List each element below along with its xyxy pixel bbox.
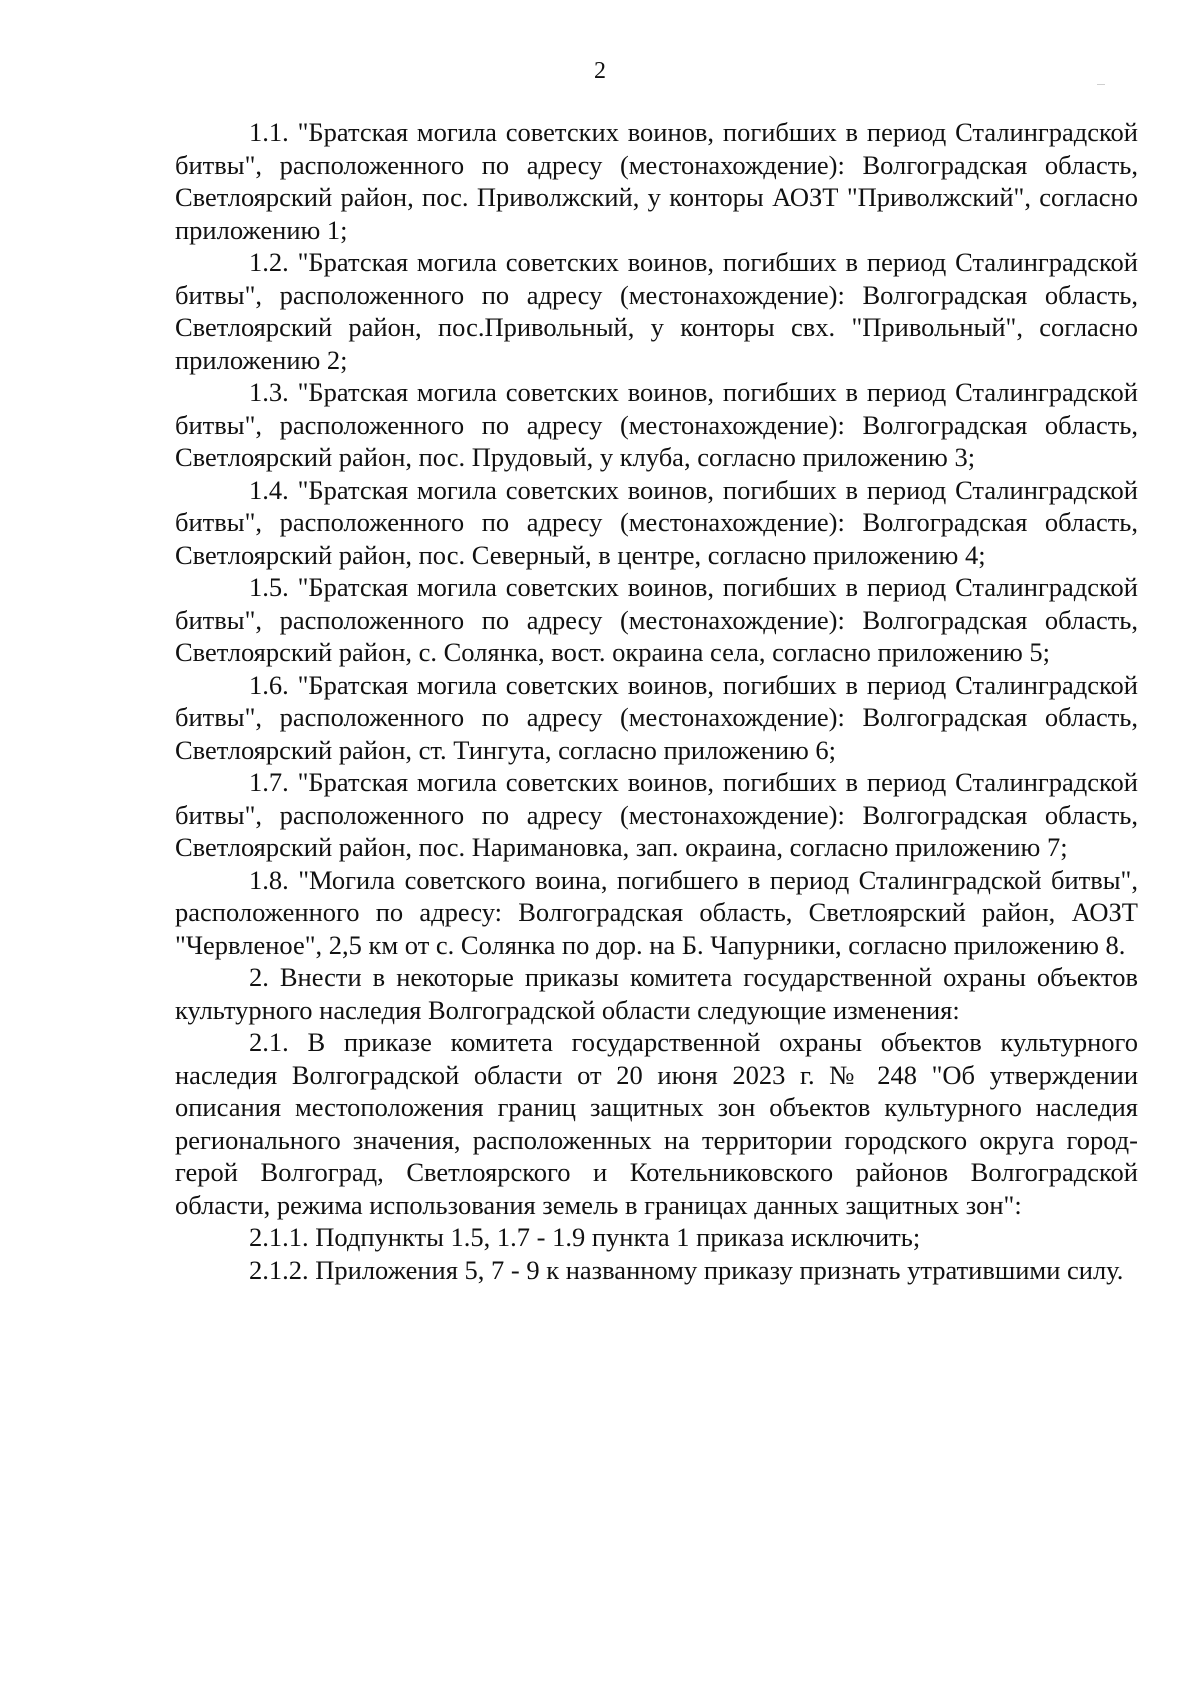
paragraph-2-1-1: 2.1.1. Подпункты 1.5, 1.7 - 1.9 пункта 1 приказа исключить; xyxy=(249,1222,921,1252)
paragraph-2: 2. Внести в некоторые приказы комитета государственной охраны объектов культурного наследия Волгоградской области следующие изменения: xyxy=(175,962,1138,1025)
paragraph-1-2: 1.2. "Братская могила советских воинов, погибших в период Сталинградской битвы", расположенного по адресу (местонахождение): Волгоградская область, Светлоярский район, пос.Привольный, у конторы свх. "Привольный", согласно приложению 2; xyxy=(175,247,1138,375)
paragraph-2-1: 2.1. В приказе комитета государственной охраны объектов культурного наследия Волгоградской области от 20 июня 2023 г. № 248 "Об утверждении описания местоположения границ защитных зон объектов культурного наследия регионального значения, расположенных на территории городского округа город-герой Волгоград, Светлоярского и Котельниковского районов Волгоградской области, режима использования земель в границах данных защитных зон": xyxy=(175,1027,1138,1220)
paragraph-1-7: 1.7. "Братская могила советских воинов, погибших в период Сталинградской битвы", расположенного по адресу (местонахождение): Волгоградская область, Светлоярский район, пос. Наримановка, зап. окраина, согласно приложению 7; xyxy=(175,767,1138,862)
paragraph-2-1-2: 2.1.2. Приложения 5, 7 - 9 к названному приказу признать утратившими силу. xyxy=(249,1254,1124,1285)
paragraph-1-4: 1.4. "Братская могила советских воинов, погибших в период Сталинградской битвы", расположенного по адресу (местонахождение): Волгоградская область, Светлоярский район, пос. Северный, в центре, согласно приложению 4; xyxy=(175,474,1138,570)
paragraph-1-1: 1.1. "Братская могила советских воинов, погибших в период Сталинградской битвы", расположенного по адресу (местонахождение): Волгоградская область, Светлоярский район, пос. Приволжский, у конторы АОЗТ "Приволжский", согласно приложению 1; xyxy=(175,117,1138,245)
paragraph-1-6: 1.6. "Братская могила советских воинов, погибших в период Сталинградской битвы", расположенного по адресу (местонахождение): Волгоградская область, Светлоярский район, ст. Тингута, согласно приложению 6; xyxy=(175,669,1138,765)
paragraph-1-5: 1.5. "Братская могила советских воинов, погибших в период Сталинградской битвы", расположенного по адресу (местонахождение): Волгоградская область, Светлоярский район, с. Солянка, вост. окраина села, согласно приложению 5; xyxy=(175,572,1138,667)
page-number: 2 xyxy=(594,58,606,84)
paragraph-1-8: 1.8. "Могила советского воина, погибшего в период Сталинградской битвы", расположенного по адресу: Волгоградская область, Светлоярский район, АОЗТ "Червленое", 2,5 км от с. Солянка по дор. на Б. Чапурники, согласно приложению 8. xyxy=(175,864,1138,960)
paragraph-1-3: 1.3. "Братская могила советских воинов, погибших в период Сталинградской битвы", расположенного по адресу (местонахождение): Волгоградская область, Светлоярский район, пос. Прудовый, у клуба, согласно приложению 3; xyxy=(175,377,1138,472)
document-body xyxy=(175,116,1138,1286)
